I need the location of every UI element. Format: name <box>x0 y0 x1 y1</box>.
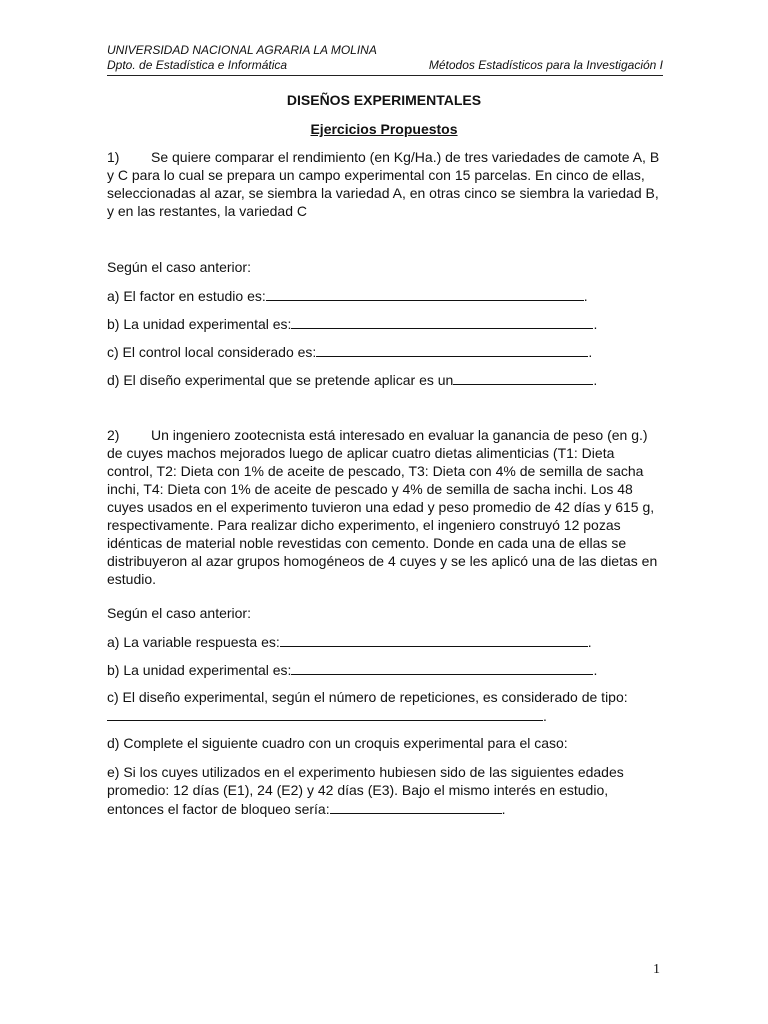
exercise-1-number: 1) <box>107 149 120 165</box>
question-label: a) El factor en estudio es: <box>107 288 266 304</box>
question-label: b) La unidad experimental es: <box>107 316 292 332</box>
exercise-2-question-c: c) El diseño experimental, según el número de repeticiones, es considerado de tipo: <box>107 689 628 705</box>
department-name: Dpto. de Estadística e Informática <box>107 58 288 72</box>
exercise-2-statement <box>107 426 663 588</box>
page-header <box>107 43 663 73</box>
exercise-1-question-d <box>107 370 597 389</box>
question-label: d) El diseño experimental que se pretende aplicar es un <box>107 372 454 388</box>
document-subtitle: Ejercicios Propuestos <box>310 121 458 137</box>
answer-blank <box>266 286 584 301</box>
question-label: e) Si los cuyes utilizados en el experimento hubiesen sido de las siguientes edades promedio: 12 días (E1), 24 (E2) y 42 días (E3). Bajo el mismo interés en estudio, entonces el factor de bloqueo sería: <box>107 764 624 817</box>
exercise-2-question-e <box>107 763 667 818</box>
exercise-1-intro: Según el caso anterior: <box>107 259 251 275</box>
page-number: 1 <box>653 962 660 977</box>
answer-blank <box>280 632 588 647</box>
period: . <box>583 288 588 304</box>
exercise-2-question-d: d) Complete el siguiente cuadro con un croquis experimental para el caso: <box>107 735 568 751</box>
exercise-1-statement <box>107 148 663 220</box>
question-label: b) La unidad experimental es: <box>107 662 292 678</box>
period: . <box>501 801 506 817</box>
period: . <box>593 316 598 332</box>
answer-blank <box>316 342 588 357</box>
exercise-1-question-b <box>107 314 597 333</box>
period: . <box>587 634 592 650</box>
exercise-2-text: Un ingeniero zootecnista está interesado en evaluar la ganancia de peso (en g.) de cuyes machos mejorados luego de aplicar cuatro dietas alimenticias (T1: Dieta control, T2: Dieta con 1% de aceite de pescado, T3: Dieta con 4% de semilla de sacha inchi, T4: Dieta con 1% de aceite de pescado y 4% de semilla de sacha inchi. Los 48 cuyes usados en el experimento tuvieron una edad y peso promedio de 42 días y 615 g, respectivamente. Para realizar dicho experimento, el ingeniero construyó 12 pozas idénticas de material noble revestidas con cemento. Donde en cada una de ellas se distribuyeron al azar grupos homogéneos de 4 cuyes y se les aplicó una de las dietas en estudio. <box>107 427 658 587</box>
document-title: DISEÑOS EXPERIMENTALES <box>286 92 482 108</box>
exercise-2-number: 2) <box>107 427 120 443</box>
answer-blank <box>107 706 543 721</box>
university-name: UNIVERSIDAD NACIONAL AGRARIA LA MOLINA <box>107 43 377 57</box>
exercise-2-question-c-answer <box>107 706 547 725</box>
exercise-1-question-c <box>107 342 592 361</box>
exercise-2-question-b <box>107 660 597 679</box>
period: . <box>593 662 598 678</box>
answer-blank <box>453 370 593 385</box>
exercise-2-intro: Según el caso anterior: <box>107 605 251 621</box>
period: . <box>543 708 547 724</box>
header-divider <box>107 75 663 76</box>
exercise-2-question-a <box>107 632 592 651</box>
question-label: c) El control local considerado es: <box>107 344 317 360</box>
course-name: Métodos Estadísticos para la Investigación I <box>428 58 663 72</box>
exercise-1-question-a <box>107 286 588 305</box>
answer-blank <box>291 314 593 329</box>
answer-blank <box>330 799 502 814</box>
period: . <box>588 344 593 360</box>
period: . <box>593 372 598 388</box>
exercise-1-text: Se quiere comparar el rendimiento (en Kg/Ha.) de tres variedades de camote A, B y C para lo cual se prepara un campo experimental con 15 parcelas. En cinco de ellas, seleccionadas al azar, se siembra la variedad A, en otras cinco se siembra la variedad B, y en las restantes, la variedad C <box>107 149 660 219</box>
question-label: a) La variable respuesta es: <box>107 634 280 650</box>
answer-blank <box>291 660 593 675</box>
